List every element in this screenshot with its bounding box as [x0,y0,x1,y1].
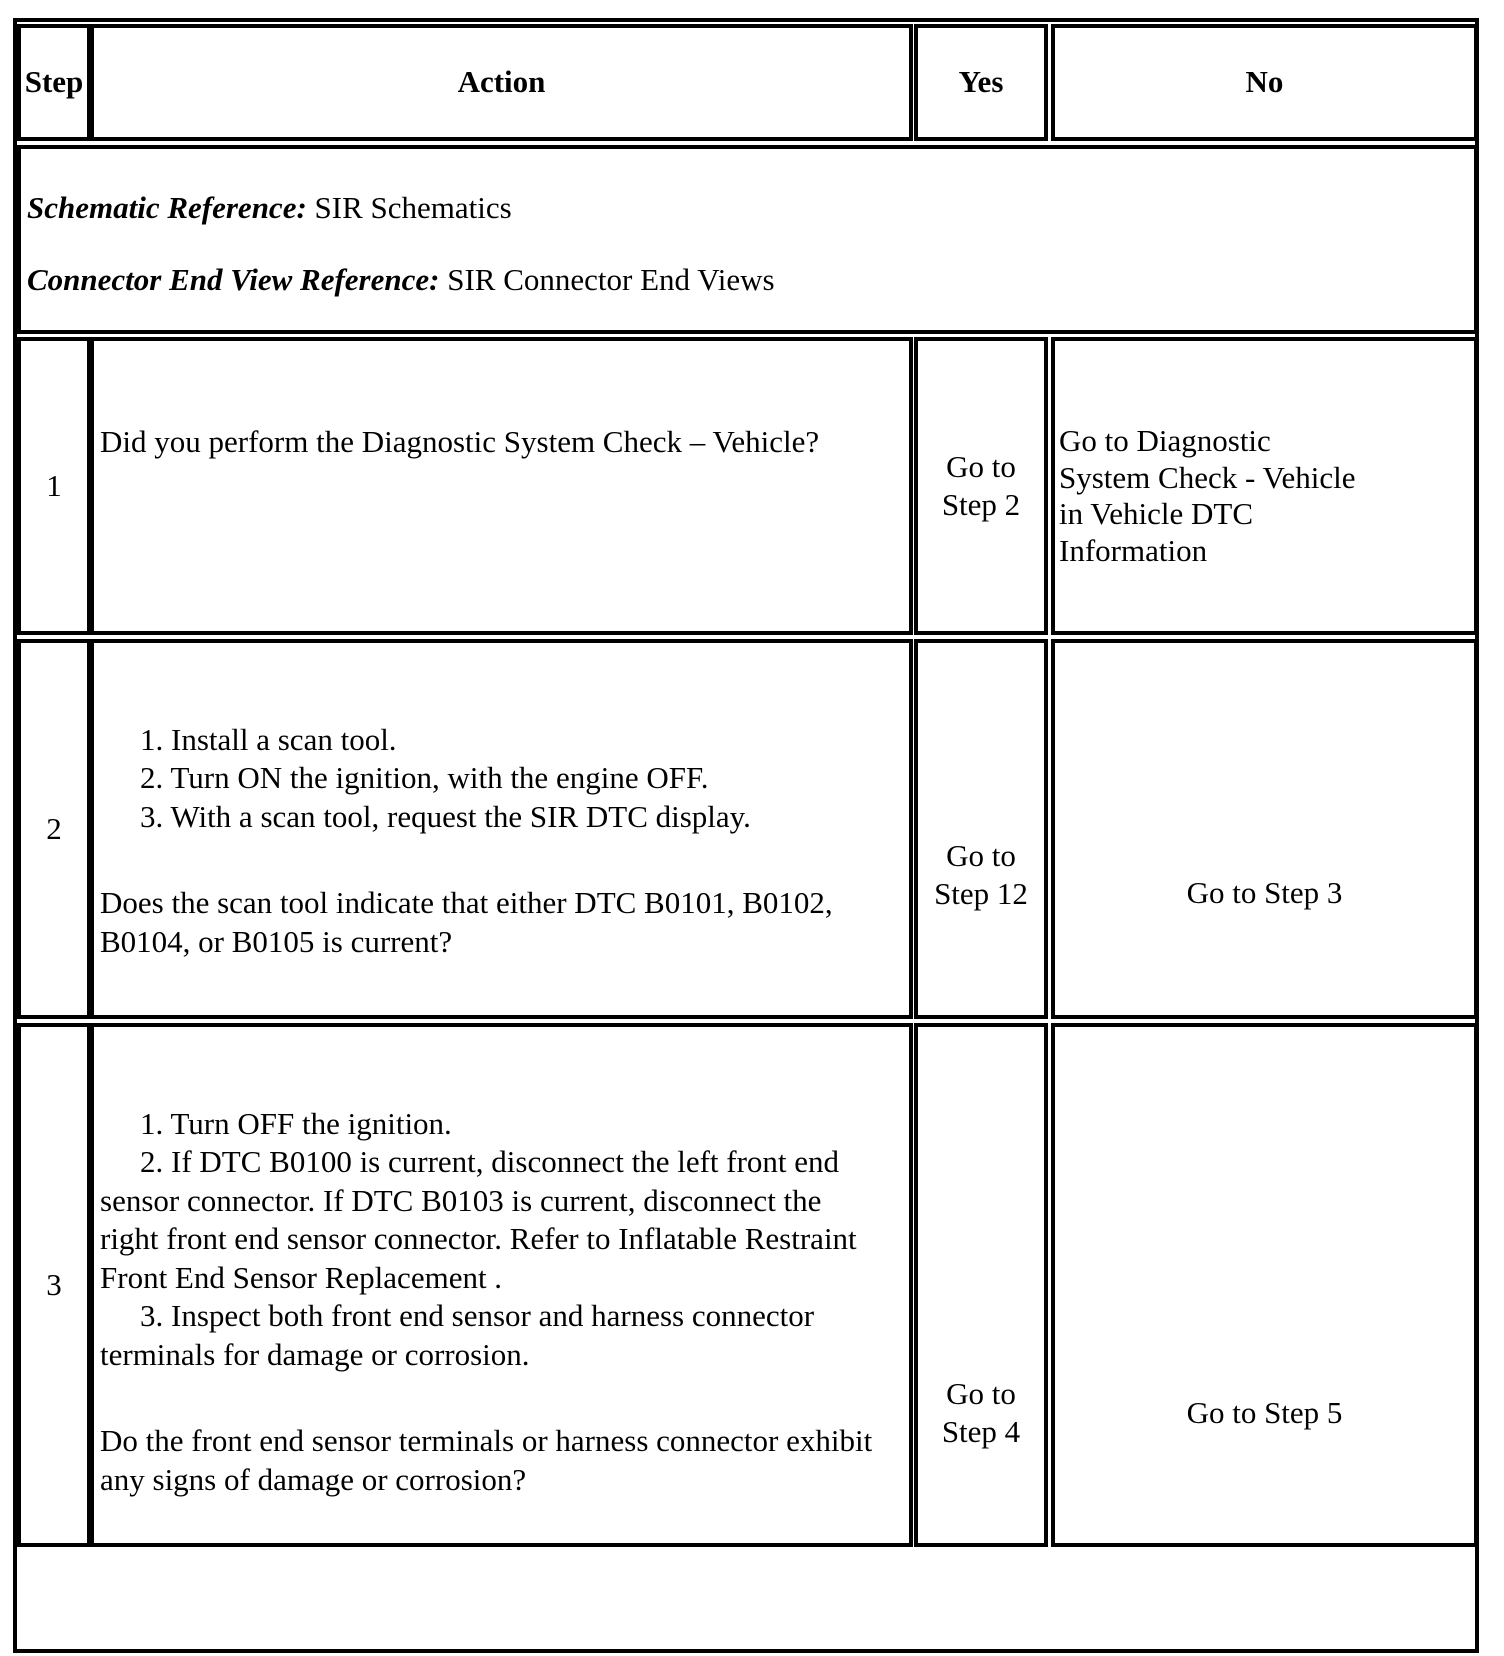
step-2-question [100,884,909,961]
header-action: Action [90,24,913,141]
reference-row [17,145,1478,334]
step-3-yes-line2: Step 4 [941,1414,1021,1449]
step-2-item-3: 3. With a scan tool, request the SIR DTC display. [140,798,751,834]
step-3-yes[interactable] [914,1023,1048,1547]
step-2-number: 2 [17,639,91,1019]
connector-reference-link[interactable]: SIR Connector End Views [447,262,775,297]
step-2-item-2: 2. Turn ON the ignition, with the engine OFF. [140,760,709,796]
step-3-item-2-line1: 2. If DTC B0100 is current, disconnect the left front end [140,1144,840,1180]
step-1-no-line2: System Check - Vehicle [1059,459,1356,495]
step-3-no[interactable] [1051,1023,1478,1547]
step-3-question [100,1422,909,1499]
connector-reference-label: Connector End View Reference: [27,262,440,297]
step-1-number: 1 [17,337,91,635]
header-step: Step [17,24,91,141]
step-2-no[interactable] [1051,639,1478,1019]
header-no: No [1051,24,1478,141]
header-yes: Yes [914,24,1048,141]
step-1-question: Did you perform the Diagnostic System Check – Vehicle? [100,424,820,459]
step-1-no-line4: Information [1059,532,1208,568]
step-2-item-1: 1. Install a scan tool. [140,722,397,757]
step-1-yes-line2: Step 2 [941,487,1021,522]
step-2-question-line1: Does the scan tool indicate that either DTC B0101, B0102, [100,885,833,921]
connector-reference [27,261,775,299]
step-2-action [90,639,913,1019]
step-3-item-2-line4: Front End Sensor Replacement . [100,1259,503,1295]
step-2-question-line2: B0104, or B0105 is current? [100,923,453,959]
step-1-yes-line1: Go to [946,448,1016,484]
schematic-reference-link[interactable]: SIR Schematics [314,190,512,225]
step-1-action [90,337,913,635]
step-1-no-line3: in Vehicle DTC [1059,496,1254,532]
step-3-question-line1: Do the front end sensor terminals or harness connector exhibit [100,1423,873,1459]
step-1-no-line1: Go to Diagnostic [1059,423,1271,458]
step-3-item-3-line1: 3. Inspect both front end sensor and harness connector [140,1298,815,1334]
step-2-yes-line2: Step 12 [934,876,1028,911]
schematic-reference [27,189,512,227]
step-3-item-2-line3: right front end sensor connector. Refer to Inflatable Restraint [100,1221,857,1257]
step-1-no[interactable] [1051,337,1478,635]
schematic-reference-label: Schematic Reference: [27,190,307,225]
step-3-item-3-line2: terminals for damage or corrosion. [100,1336,530,1372]
step-2-yes[interactable] [914,639,1048,1019]
step-1-yes[interactable] [914,337,1048,635]
step-2-no-text: Go to Step 3 [1186,874,1343,910]
step-3-yes-line1: Go to [946,1375,1016,1411]
step-3-item-2-line2: sensor connector. If DTC B0103 is current, disconnect the [100,1182,822,1218]
step-3-question-line2: any signs of damage or corrosion? [100,1461,527,1497]
step-3-no-text: Go to Step 5 [1186,1394,1343,1430]
step-2-yes-line1: Go to [946,837,1016,873]
step-3-item-1: 1. Turn OFF the ignition. [140,1106,452,1141]
step-3-action [90,1023,913,1547]
step-3-number: 3 [17,1023,91,1547]
